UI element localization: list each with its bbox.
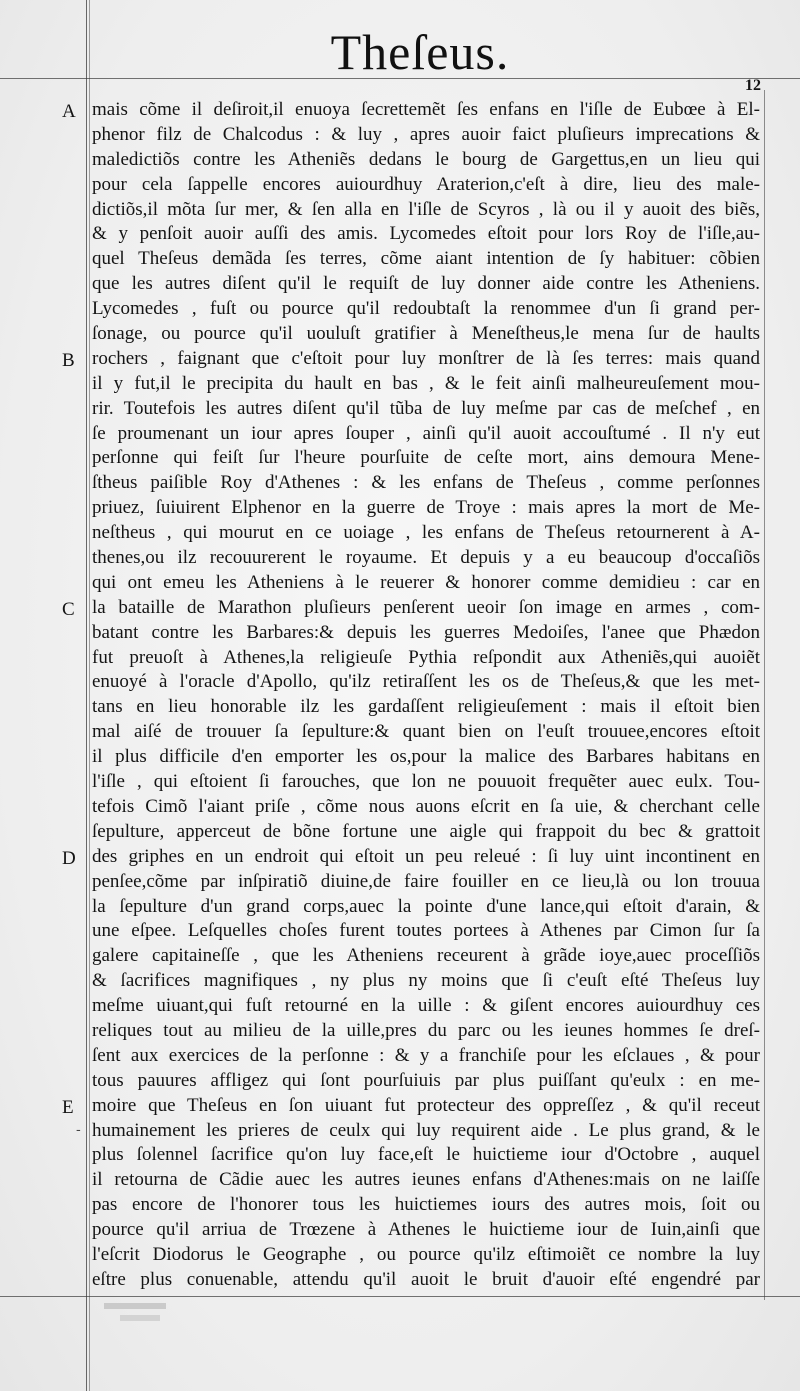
text-line: il y fut,il le precipita du hault en bas , & le feit ainſi malheureuſement mou- <box>92 372 760 394</box>
show-through-smudge <box>96 1300 166 1326</box>
right-margin-rule <box>764 90 765 1300</box>
text-line: tefois Cimõ l'aiant priſe , cõme nous auons eſcrit en ſa uie, & cherchant celle <box>92 795 760 817</box>
footer-rule <box>0 1296 800 1297</box>
text-line: pour cela ſappelle encores auiourdhuy Araterion,c'eſt à dire, lieu des male- <box>92 173 760 195</box>
text-line: dictiõs,il mõta ſur mer, & ſen alla en l'iſle de Scyros , là ou il y auoit des biẽs, <box>92 198 760 220</box>
text-line: eſtre plus conuenable, attendu qu'il auoit le bruit d'auoir eſté engendré par <box>92 1268 760 1290</box>
text-line: la bataille de Marathon pluſieurs penſerent ueoir ſon image en armes , com- <box>92 596 760 618</box>
text-line: qui ont emeu les Atheniens à le reuerer & honorer comme demidieu : car en <box>92 571 760 593</box>
text-line: mais cõme il deſiroit,il enuoya ſecrettemẽt ſes enfans en l'iſle de Eubœe à El- <box>92 99 760 120</box>
text-line: fut preuoſt à Athenes,la religieuſe Pythia reſpondit aux Atheniẽs,qui auoiẽt <box>92 646 760 668</box>
text-line: galere capitaineſſe , que les Atheniens receurent à grãde ioye,auec proceſſiõs <box>92 945 760 967</box>
text-line: pas encore de l'honorer tous les huictiemes iours des autres mois, ſoit ou <box>92 1194 760 1216</box>
text-line: humainement les prieres de ceulx qui luy requirent aide . Le plus grand, & le <box>92 1119 760 1141</box>
text-line: & ſacrifices magnifiques , ny plus ny moins que ſi c'euſt eſté Theſeus luy <box>92 970 760 992</box>
text-line: reliques tout au milieu de la uille,pres du parc ou les ieunes hommes ſe dreſ- <box>92 1019 760 1041</box>
text-line: penſee,cõme par inſpiratiõ diuine,de faire fouiller en ce lieu,là ou lon trouua <box>92 870 760 892</box>
left-margin-rule <box>86 0 87 1391</box>
text-line: la ſepulture d'un grand corps,auec la pointe d'une lance,qui eſtoit d'arain, & <box>92 895 760 917</box>
body-text <box>92 98 760 1293</box>
text-line: il retourna de Cãdie auec les autres ieunes enfans d'Athenes:mais on ne laiſſe <box>92 1169 760 1191</box>
text-line: il plus difficile d'en emporter les os,pour la malice des Barbares habitans en <box>92 746 760 768</box>
text-line: l'eſcrit Diodorus le Geographe , ou pource qu'ilz eſtimoiẽt ce nombre la luy <box>92 1243 760 1265</box>
margin-letter-c: C <box>62 599 75 620</box>
text-line: ſonage, ou pource qu'il uouluſt gratifier à Meneſtheus,le mena ſur de haults <box>92 323 760 345</box>
margin-letter-a: A <box>62 101 76 122</box>
text-line: pource qu'il arriua de Trœzene à Athenes le huictieme iour de Iuin,ainſi que <box>92 1219 760 1241</box>
text-line: phenor filz de Chalcodus : & luy , apres auoir faict pluſieurs imprecations & <box>92 123 760 145</box>
running-title: Theſeus. <box>330 24 510 80</box>
text-line: mal aiſé de trouuer ſa ſepulture:& quant bien on l'euſt trouuee,encores eſtoit <box>92 721 760 743</box>
text-line: enuoyé à l'oracle d'Apollo, qu'ilz retiraſſent les os de Theſeus,& que les met- <box>92 671 760 693</box>
margin-letter-b: B <box>62 350 75 371</box>
margin-letter-e: E <box>62 1097 74 1118</box>
margin-tick-mark: - <box>76 1122 81 1138</box>
text-line: & y penſoit auoir auſſi des amis. Lycomedes eſtoit pour lors Roy de l'iſle,au- <box>92 223 760 245</box>
bleed-through-text <box>96 1300 166 1329</box>
text-line: une eſpee. Leſquelles choſes furent toutes portees à Athenes par Cimon ſur ſa <box>92 920 760 942</box>
text-line: ſepulture, apperceut de bõne fortune une aigle qui frappoit du bec & grattoit <box>92 820 760 842</box>
text-line: ſtheus paiſible Roy d'Athenes : & les enfans de Theſeus , comme perſonnes <box>92 472 760 494</box>
text-line: batant contre les Barbares:& depuis les guerres Medoiſes, l'anee que Phædon <box>92 621 760 643</box>
text-line: thenes,ou ilz recouurerent le royaume. Et depuis y a eu beaucoup d'occaſiõs <box>92 547 760 569</box>
text-line: quel Theſeus demãda ſes terres, cõme aiant intention de ſy habituer: cõbien <box>92 248 760 270</box>
text-line: ſe proumenant un iour apres ſouper , ainſi qu'il auoit accouſtumé . Il n'y eut <box>92 422 760 444</box>
text-line: priuez, ſuiuirent Elphenor en la guerre de Troye : mais apres la mort de Me- <box>92 497 760 519</box>
text-line: des griphes en un endroit qui eſtoit un peu releué : ſi luy uint incontinent en <box>92 845 760 867</box>
text-line: moire que Theſeus en ſon uiuant fut protecteur des oppreſſez , & qu'il receut <box>92 1094 760 1116</box>
text-line: plus ſolennel ſacrifice qu'on luy face,eſt le huictieme iour d'Octobre , auquel <box>92 1144 760 1166</box>
text-line: perſonne qui feiſt ſur l'heure pourſuite de ceſte mort, ains demoura Mene- <box>92 447 760 469</box>
margin-letter-d: D <box>62 848 76 869</box>
text-line: l'iſle , qui eſtoient ſi farouches, que lon ne pouuoit frequẽter auec eulx. Tou- <box>92 771 760 793</box>
text-line: Lycomedes , fuſt ou pource qu'il redoubtaſt la renommee d'un ſi grand per- <box>92 298 760 320</box>
text-line: maledictiõs contre les Atheniẽs dedans le bourg de Gargettus,en un lieu qui <box>92 148 760 170</box>
folio-number: 12 <box>745 77 761 94</box>
text-line: neſtheus , qui mourut en ce uoiage , les enfans de Theſeus retournerent à A- <box>92 522 760 544</box>
text-line: tous pauures affligez qui ſont pourſuiuis par plus puiſſant qu'eulx : en me- <box>92 1069 760 1091</box>
text-line: meſme uiuant,qui fuſt retourné en la uille : & giſent encores auiourdhuy ces <box>92 995 760 1017</box>
text-line: rochers , faignant que c'eſtoit pour luy monſtrer de là ſes terres: mais quand <box>92 347 760 369</box>
text-line: tans en lieu honorable ilz les gardaſſent religieuſement : mais il eſtoit bien <box>92 696 760 718</box>
text-line: ſent aux exercices de la perſonne : & y a franchiſe pour les eſclaues , & pour <box>92 1044 760 1066</box>
text-line: rir. Toutefois les autres diſent qu'il tũba de luy meſme par cas de meſchef , en <box>92 397 760 419</box>
text-line: que les autres diſent qu'il le requiſt de luy donner aide contre les Atheniens. <box>92 273 760 295</box>
left-margin-rule-inner <box>89 0 90 1391</box>
